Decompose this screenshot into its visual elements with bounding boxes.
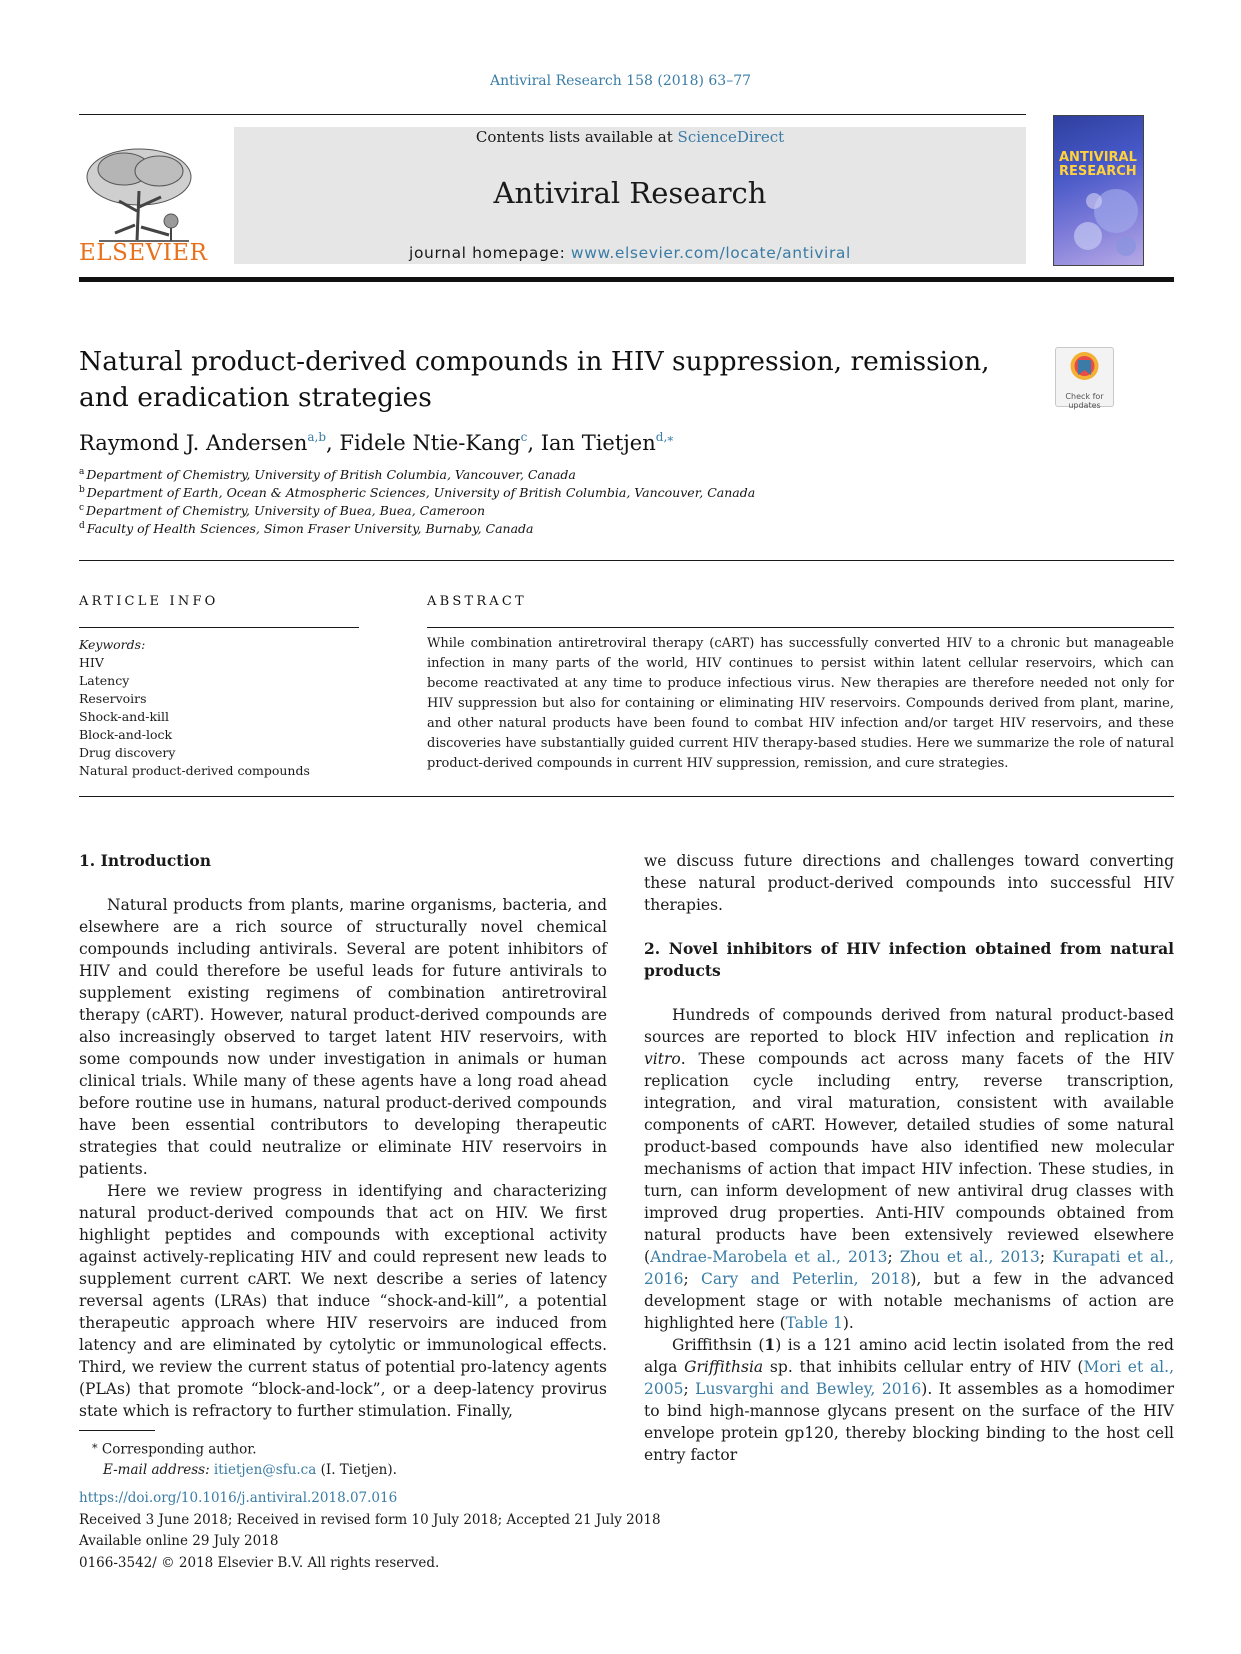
received-dates: Received 3 June 2018; Received in revised form 10 July 2018; Accepted 21 July 2018 bbox=[79, 1511, 661, 1528]
footnote-mark: ⁎ bbox=[92, 1438, 98, 1451]
keyword: Block-and-lock bbox=[79, 727, 173, 742]
affiliation bbox=[79, 521, 534, 536]
affiliation-text: Department of Chemistry, University of Buea, Buea, Cameroon bbox=[86, 503, 485, 518]
text-run: ). It assembles as a homodimer to bind high-mannose glycans present on the surface of the HIV envelope protein gp120, thereby blocking binding to the host cell entry factor bbox=[644, 1380, 1174, 1464]
affiliation bbox=[79, 503, 485, 518]
affiliation bbox=[79, 467, 576, 482]
footnote-divider bbox=[79, 1430, 155, 1431]
affiliation-mark: a bbox=[79, 467, 85, 477]
citation-link[interactable]: Zhou et al., 2013 bbox=[899, 1248, 1040, 1266]
affiliation-text: Department of Chemistry, University of British Columbia, Vancouver, Canada bbox=[86, 467, 576, 482]
corresponding-author-footnote bbox=[79, 1435, 397, 1480]
text-run: . These compounds act across many facets of the HIV replication cycle including entry, reverse transcription, integration, and viral maturation, consistent with available components of cART. However, detailed studies of some natural product-based compounds have also identified new molecular mechanisms of action that impact HIV infection. These studies, in turn, can inform development of new antiviral drug classes with improved drug properties. Anti-HIV compounds obtained from natural products have been extensively reviewed elsewhere ( bbox=[644, 1050, 1174, 1266]
journal-citation[interactable]: Antiviral Research 158 (2018) 63–77 bbox=[489, 73, 752, 89]
text-run: ). bbox=[842, 1314, 854, 1332]
sciencedirect-link[interactable]: ScienceDirect bbox=[677, 128, 785, 146]
body-column-left bbox=[79, 850, 607, 1422]
email-link[interactable]: itietjen@sfu.ca bbox=[213, 1461, 317, 1478]
doi-link[interactable]: https://doi.org/10.1016/j.antiviral.2018.07.016 bbox=[79, 1490, 398, 1506]
author-separator: , bbox=[326, 431, 340, 455]
check-updates-line2: updates bbox=[1068, 401, 1101, 410]
cover-title bbox=[1059, 151, 1137, 179]
journal-cover-image[interactable] bbox=[1053, 115, 1144, 266]
author-name: Fidele Ntie-Kang bbox=[339, 431, 521, 455]
email-label: E-mail address: bbox=[103, 1461, 210, 1478]
compound-number: 1 bbox=[764, 1335, 776, 1354]
abstract-text: While combination antiretroviral therapy (cART) has successfully converted HIV to a chronic but manageable infection in many parts of the world, HIV continues to persist within latent cellular reservoirs, which can become reactivated at any time to produce infectious virus. New therapies are therefore needed not only for HIV suppression but also for containing or eliminating HIV reservoirs. Compounds derived from plant, marine, and other natural products have been found to combat HIV infection and/or target HIV reservoirs, and these discoveries have substantially guided current HIV therapy-based studies. Here we summarize the role of natural product-derived compounds in current HIV suppression, remission, and cure strategies. bbox=[427, 636, 1174, 771]
affiliation-mark: d bbox=[79, 521, 85, 531]
cover-title-line1: ANTIVIRAL bbox=[1059, 150, 1137, 165]
article-info-heading: ARTICLE INFO bbox=[79, 594, 219, 609]
cover-art bbox=[1054, 116, 1143, 265]
keyword: HIV bbox=[79, 655, 104, 670]
keyword: Reservoirs bbox=[79, 691, 147, 706]
divider bbox=[79, 627, 359, 628]
text-run-italic: in vitro bbox=[644, 1028, 1174, 1068]
article-title: Natural product-derived compounds in HIV suppression, remission, and eradication strategies bbox=[79, 346, 990, 413]
paragraph: Natural products from plants, marine organisms, bacteria, and elsewhere are a rich source of structurally novel chemical compounds including antivirals. Several are potent inhibitors of HIV and could therefore be useful leads for future antivirals to supplement existing regimens of combination antiretroviral therapy (cART). However, natural product-derived compounds are also increasingly observed to target latent HIV reservoirs, with some compounds now under investigation in animals or human clinical trials. While many of these agents have a long road ahead before routine use in humans, natural product-derived compounds have been essential contributors to developing therapeutic strategies that could neutralize or eliminate HIV reservoirs in patients. bbox=[79, 896, 607, 1178]
author-affiliation-marks[interactable]: a,b bbox=[307, 430, 327, 444]
text-run: sp. that inhibits cellular entry of HIV ( bbox=[763, 1358, 1084, 1376]
journal-homepage bbox=[234, 244, 1026, 262]
contents-availability bbox=[234, 128, 1026, 146]
keywords-list bbox=[79, 636, 310, 780]
homepage-prefix: journal homepage: bbox=[409, 244, 571, 262]
affiliation-mark: b bbox=[79, 485, 85, 495]
author-list bbox=[79, 430, 673, 455]
homepage-link[interactable]: www.elsevier.com/locate/antiviral bbox=[570, 244, 851, 262]
divider bbox=[79, 560, 1174, 561]
contents-prefix: Contents lists available at bbox=[475, 128, 678, 146]
publication-info bbox=[79, 1488, 661, 1574]
affiliation-text: Department of Earth, Ocean & Atmospheric Sciences, University of British Columbia, Vancouver, Canada bbox=[86, 485, 756, 500]
section-heading: 1. Introduction bbox=[79, 851, 211, 870]
citation-link[interactable]: Mori et al., 2005 bbox=[644, 1358, 1174, 1398]
paragraph: we discuss future directions and challenges toward converting these natural product-derived compounds into successful HIV therapies. bbox=[644, 852, 1174, 914]
footnote-text: Corresponding author. bbox=[97, 1441, 257, 1458]
affiliation-mark: c bbox=[79, 503, 85, 513]
citation-link[interactable]: Lusvarghi and Bewley, 2016 bbox=[695, 1380, 922, 1398]
check-updates-icon bbox=[1056, 348, 1113, 388]
elsevier-wordmark: ELSEVIER bbox=[79, 240, 208, 266]
citation-link[interactable]: Andrae-Marobela et al., 2013 bbox=[650, 1248, 888, 1266]
affiliation bbox=[79, 485, 755, 500]
paragraph: Hundreds of compounds derived from natural product-based sources are reported to block HIV infection and replication in vitro. These compounds act across many facets of the HIV replication cycle including entry, reverse transcription, integration, and viral maturation, consistent with available components of cART. However, detailed studies of some natural product-based compounds have also identified new molecular mechanisms of action that impact HIV infection. These studies, in turn, can inform development of new antiviral drug classes with improved drug properties. Anti-HIV compounds obtained from natural products have been extensively reviewed elsewhere (Andrae-Marobela et al., 2013; Zhou et al., 2013; Kurapati et al., 2016; Cary and Peterlin, 2018), but a few in the advanced development stage or with notable mechanisms of action are highlighted here (Table 1). bbox=[644, 1006, 1175, 1332]
check-for-updates-badge[interactable] bbox=[1055, 347, 1114, 410]
divider bbox=[427, 627, 1174, 628]
author-separator: , bbox=[527, 431, 541, 455]
table-link[interactable]: Table 1 bbox=[785, 1314, 843, 1332]
available-online: Available online 29 July 2018 bbox=[79, 1533, 279, 1549]
text-run: Griffithsin ( bbox=[672, 1336, 765, 1354]
author-affiliation-marks[interactable]: d,⁎ bbox=[655, 430, 674, 444]
email-suffix: (I. Tietjen). bbox=[316, 1461, 397, 1478]
keywords-label: Keywords: bbox=[79, 637, 146, 652]
text-run-italic: Griffithsia bbox=[684, 1358, 764, 1376]
citation-link[interactable]: Kurapati et al., 2016 bbox=[644, 1248, 1175, 1288]
header-divider bbox=[79, 114, 1026, 115]
body-column-right bbox=[644, 850, 1174, 1466]
abstract-heading: ABSTRACT bbox=[427, 594, 527, 609]
keyword: Latency bbox=[79, 673, 130, 688]
copyright: 0166-3542/ © 2018 Elsevier B.V. All rights reserved. bbox=[79, 1554, 440, 1571]
keyword: Drug discovery bbox=[79, 745, 176, 760]
text-run: ) is a 121 amino acid lectin isolated from the red alga bbox=[644, 1336, 1174, 1376]
keyword: Shock-and-kill bbox=[79, 709, 170, 724]
text-run: ), but a few in the advanced development stage or with notable mechanisms of action are highlighted here ( bbox=[644, 1270, 1174, 1332]
journal-name: Antiviral Research bbox=[493, 176, 767, 210]
author-name: Ian Tietjen bbox=[540, 431, 656, 455]
cover-title-line2: RESEARCH bbox=[1059, 164, 1137, 179]
divider bbox=[79, 796, 1174, 797]
affiliation-text: Faculty of Health Sciences, Simon Fraser University, Burnaby, Canada bbox=[86, 521, 534, 536]
author-name: Raymond J. Andersen bbox=[79, 431, 308, 455]
citation-link[interactable]: Cary and Peterlin, 2018 bbox=[701, 1270, 911, 1288]
paragraph: Griffithsin (1) is a 121 amino acid lectin isolated from the red alga Griffithsia sp. that inhibits cellular entry of HIV (Mori et al., 2005; Lusvarghi and Bewley, 2016). It assembles as a homodimer to bind high-mannose glycans present on the surface of the HIV envelope protein gp120, thereby blocking binding to the host cell entry factor bbox=[644, 1335, 1174, 1464]
keyword: Natural product-derived compounds bbox=[79, 763, 310, 778]
section-heading: 2. Novel inhibitors of HIV infection obtained from natural products bbox=[644, 939, 1174, 980]
header-thick-rule bbox=[79, 277, 1174, 282]
paragraph: Here we review progress in identifying and characterizing natural product-derived compounds that act on HIV. We first highlight peptides and compounds with exceptional activity against actively-replicating HIV and could represent new leads to supplement current cART. We next describe a series of latency reversal agents (LRAs) that induce “shock-and-kill”, a potential therapeutic approach where HIV reservoirs are induced from latency and are eliminated by cytolytic or immunological effects. Third, we review the current status of potential pro-latency agents (PLAs) that promote “block-and-lock”, or a deep-latency provirus state which is refractory to further stimulation. Finally, bbox=[79, 1182, 607, 1420]
check-updates-line1: Check for bbox=[1065, 392, 1104, 401]
author-affiliation-marks[interactable]: c bbox=[520, 430, 528, 444]
text-run: Hundreds of compounds derived from natural product-based sources are reported to block HIV infection and replication bbox=[644, 1006, 1174, 1046]
